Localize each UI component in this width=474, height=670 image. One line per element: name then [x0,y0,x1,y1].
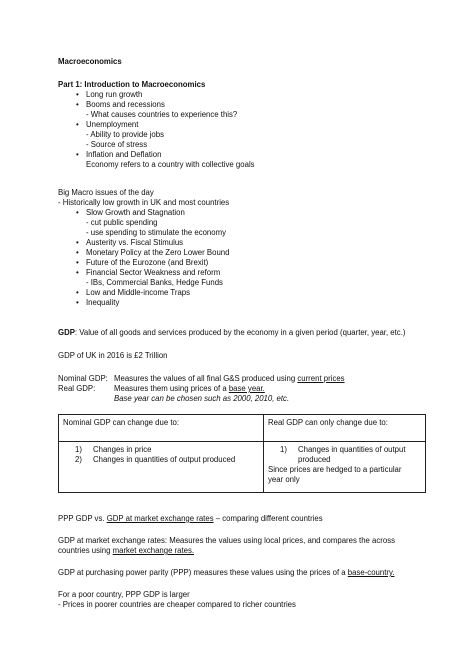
list-item: • Slow Growth and Stagnation [76,208,185,217]
big-macro-intro: - Historically low growth in UK and most countries [58,198,230,207]
gdp-comparison-table [58,414,426,493]
big-macro-section [58,188,428,308]
list-item: • Monetary Policy at the Zero Lower Bound [76,248,230,257]
list-item: 1) Changes in quantities of output [280,445,406,454]
gdp-uk: GDP of UK in 2016 is £2 Trillion [58,351,168,360]
list-subitem: - What causes countries to experience this? [86,110,238,119]
list-item: 2) Changes in quantities of output produced [75,455,236,464]
list-item: • Inequality [76,298,120,307]
part1-heading: Part 1: Introduction to Macroeconomics [58,80,206,89]
list-item: 1) Changes in price [75,445,152,454]
list-subitem: Economy refers to a country with collective goals [86,160,255,169]
list-subitem: - IBs, Commercial Banks, Hedge Funds [86,278,223,287]
real-gdp-label: Real GDP: [58,384,96,393]
table-row [59,415,426,442]
document-title: Macroeconomics [58,57,122,66]
table-cell-real: 1) Changes in quantities of output produced Since prices are hedged to a particular year only [264,442,426,493]
list-subitem: - Ability to provide jobs [86,130,165,139]
gdp-term: GDP [58,328,75,337]
market-rate-definition: GDP at market exchange rates: Measures the values using local prices, and compares the across countries using market exchange rates. [58,536,396,555]
list-item: • Low and Middle-income Traps [76,288,191,297]
list-item: • Future of the Eurozone (and Brexit) [76,258,209,267]
gdp-definition-text: : Value of all goods and services produced by the economy in a given period (quarter, year, etc.) [74,328,406,337]
list-subitem: - cut public spending [86,218,158,227]
nominal-gdp-label: Nominal GDP: [58,374,108,383]
table-header-nominal: Nominal GDP can change due to: [59,415,264,442]
table-row [59,442,426,493]
part1-list [58,90,428,170]
real-gdp-row: Real GDP: Measures them using prices of a base year. [58,384,265,393]
list-subitem: - Source of stress [86,140,148,149]
ppp-comparison: PPP GDP vs. GDP at market exchange rates – comparing different countries [58,514,323,523]
table-cell-nominal [59,442,264,493]
list-item: • Long run growth [76,90,143,99]
list-subitem: - use spending to stimulate the economy [86,228,226,237]
list-item: • Austerity vs. Fiscal Stimulus [76,238,184,247]
list-item: • Unemployment [76,120,139,129]
list-item: • Inflation and Deflation [76,150,162,159]
poor-country-note: For a poor country, PPP GDP is larger - Prices in poorer countries are cheaper compared to richer countries [58,590,296,609]
ppp-definition: GDP at purchasing power parity (PPP) measures these values using the prices of a base-country. [58,568,395,577]
nominal-gdp-row: Nominal GDP: Measures the values of all final G&S produced using current prices [58,374,345,383]
table-header-real: Real GDP can only change due to: [264,415,426,442]
base-year-note: Base year can be chosen such as 2000, 2010, etc. [114,394,290,403]
list-item: • Booms and recessions [76,100,165,109]
list-item: • Financial Sector Weakness and reform [76,268,221,277]
gdp-types [58,374,428,404]
gdp-definition [58,328,438,338]
big-macro-heading: Big Macro issues of the day [58,188,154,197]
